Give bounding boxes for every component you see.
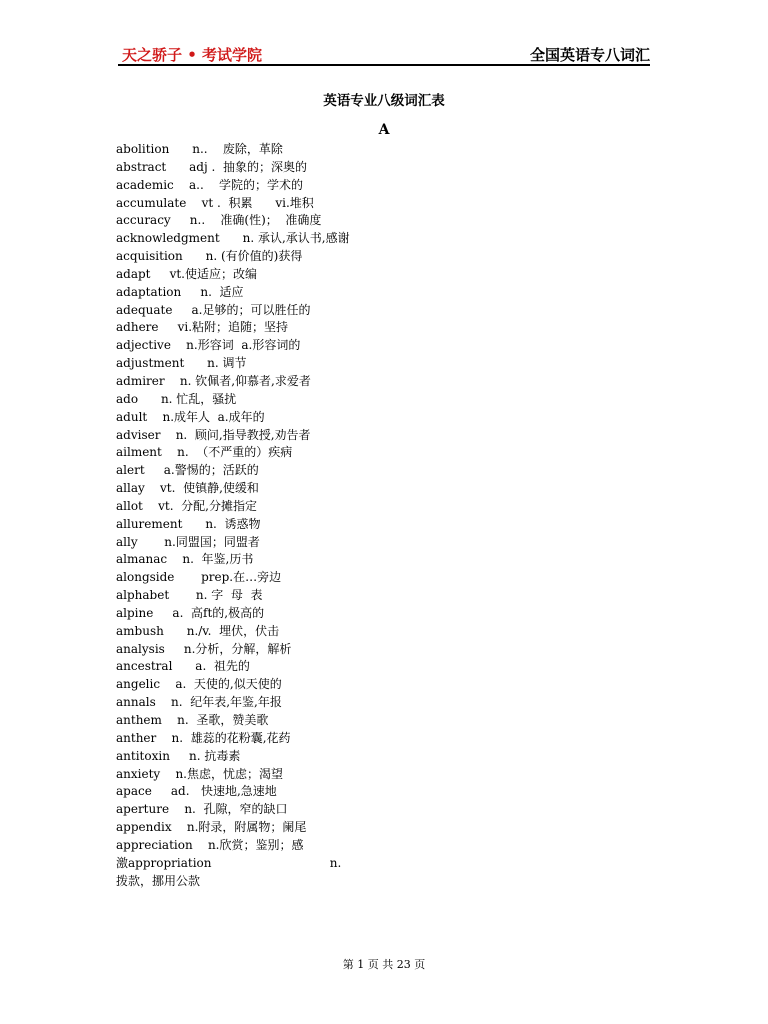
vocabulary-entry: acknowledgment n. 承认,承认书,感谢 <box>116 231 350 246</box>
vocabulary-entry: adult n.成年人 a.成年的 <box>116 409 265 424</box>
vocabulary-entry: adaptation n. 适应 <box>116 284 244 299</box>
vocabulary-entry: adapt vt.使适应；改编 <box>116 266 257 281</box>
vocabulary-entry: anthem n. 圣歌，赞美歌 <box>116 713 269 727</box>
vocabulary-entry: ambush n./v. 埋伏，伏击 <box>116 623 280 638</box>
vocabulary-entry: alert a.警惕的；活跃的 <box>116 463 259 478</box>
vocabulary-entry: allot vt. 分配,分摊指定 <box>116 498 257 513</box>
vocabulary-entry: antitoxin n. 抗毒素 <box>116 748 241 763</box>
header-document-series: 全国英语专八词汇 <box>529 46 650 64</box>
vocabulary-entry: adviser n. 顾问,指导教授,劝告者 <box>116 427 311 442</box>
vocabulary-entry: apace ad. 快速地,急速地 <box>116 784 277 799</box>
vocabulary-entry: alongside prep.在…旁边 <box>116 570 282 585</box>
vocabulary-entry: adjustment n. 调节 <box>116 356 247 371</box>
vocabulary-entry: adequate a.足够的；可以胜任的 <box>116 302 311 317</box>
vocabulary-entry: allurement n. 诱惑物 <box>116 516 261 531</box>
page-title: 英语专业八级词汇表 <box>323 93 445 109</box>
vocabulary-entry: abstract adj . 抽象的；深奥的 <box>116 159 307 174</box>
vocabulary-entry: appendix n.附录，附属物；阑尾 <box>116 820 307 835</box>
vocabulary-entry: alpine a. 高ft的,极高的 <box>116 605 265 620</box>
vocabulary-entry: anxiety n.焦虑，忧虑；渴望 <box>116 766 283 781</box>
page-number: 第 1 页 共 23 页 <box>342 958 426 971</box>
vocabulary-entry: acquisition n. (有价值的)获得 <box>116 249 303 264</box>
vocabulary-entry: 拨款，挪用公款 <box>116 873 201 888</box>
header-school-name: 天之骄子 • 考试学院 <box>122 46 263 64</box>
vocabulary-entry: ally n.同盟国；同盟者 <box>116 534 260 549</box>
vocabulary-entry: alphabet n. 字 母 表 <box>116 588 263 603</box>
header-divider <box>118 64 650 66</box>
vocabulary-entry: appreciation n.欣赏；鉴别；感 <box>116 837 304 852</box>
vocabulary-entry: accumulate vt . 积累 vi.堆积 <box>116 195 314 210</box>
vocabulary-entry: abolition n.. 废除，革除 <box>116 142 283 156</box>
vocabulary-entry: almanac n. 年鉴,历书 <box>116 552 254 567</box>
vocabulary-list <box>116 141 656 890</box>
section-heading: A <box>378 122 390 138</box>
vocabulary-entry: analysis n.分析，分解，解析 <box>116 641 292 656</box>
vocabulary-entry: angelic a. 天使的,似天使的 <box>116 677 282 692</box>
vocabulary-entry: anther n. 雄蕊的花粉囊,花药 <box>116 730 291 745</box>
vocabulary-entry: 激appropriation n. <box>116 855 342 870</box>
vocabulary-entry: aperture n. 孔隙，窄的缺口 <box>116 802 288 817</box>
vocabulary-entry: accuracy n.. 准确(性)； 准确度 <box>116 213 322 228</box>
vocabulary-entry: academic a.. 学院的；学术的 <box>116 177 304 192</box>
vocabulary-entry: adhere vi.粘附；追随；坚持 <box>116 320 289 335</box>
vocabulary-entry: ailment n. （不严重的）疾病 <box>116 445 293 460</box>
vocabulary-entry: annals n. 纪年表,年鉴,年报 <box>116 695 282 710</box>
vocabulary-entry: ancestral a. 祖先的 <box>116 659 250 674</box>
vocabulary-entry: allay vt. 使镇静,使缓和 <box>116 481 259 496</box>
vocabulary-entry: admirer n. 钦佩者,仰慕者,求爱者 <box>116 373 311 388</box>
vocabulary-entry: adjective n.形容词 a.形容词的 <box>116 338 301 353</box>
vocabulary-entry: ado n. 忙乱，骚扰 <box>116 391 237 406</box>
